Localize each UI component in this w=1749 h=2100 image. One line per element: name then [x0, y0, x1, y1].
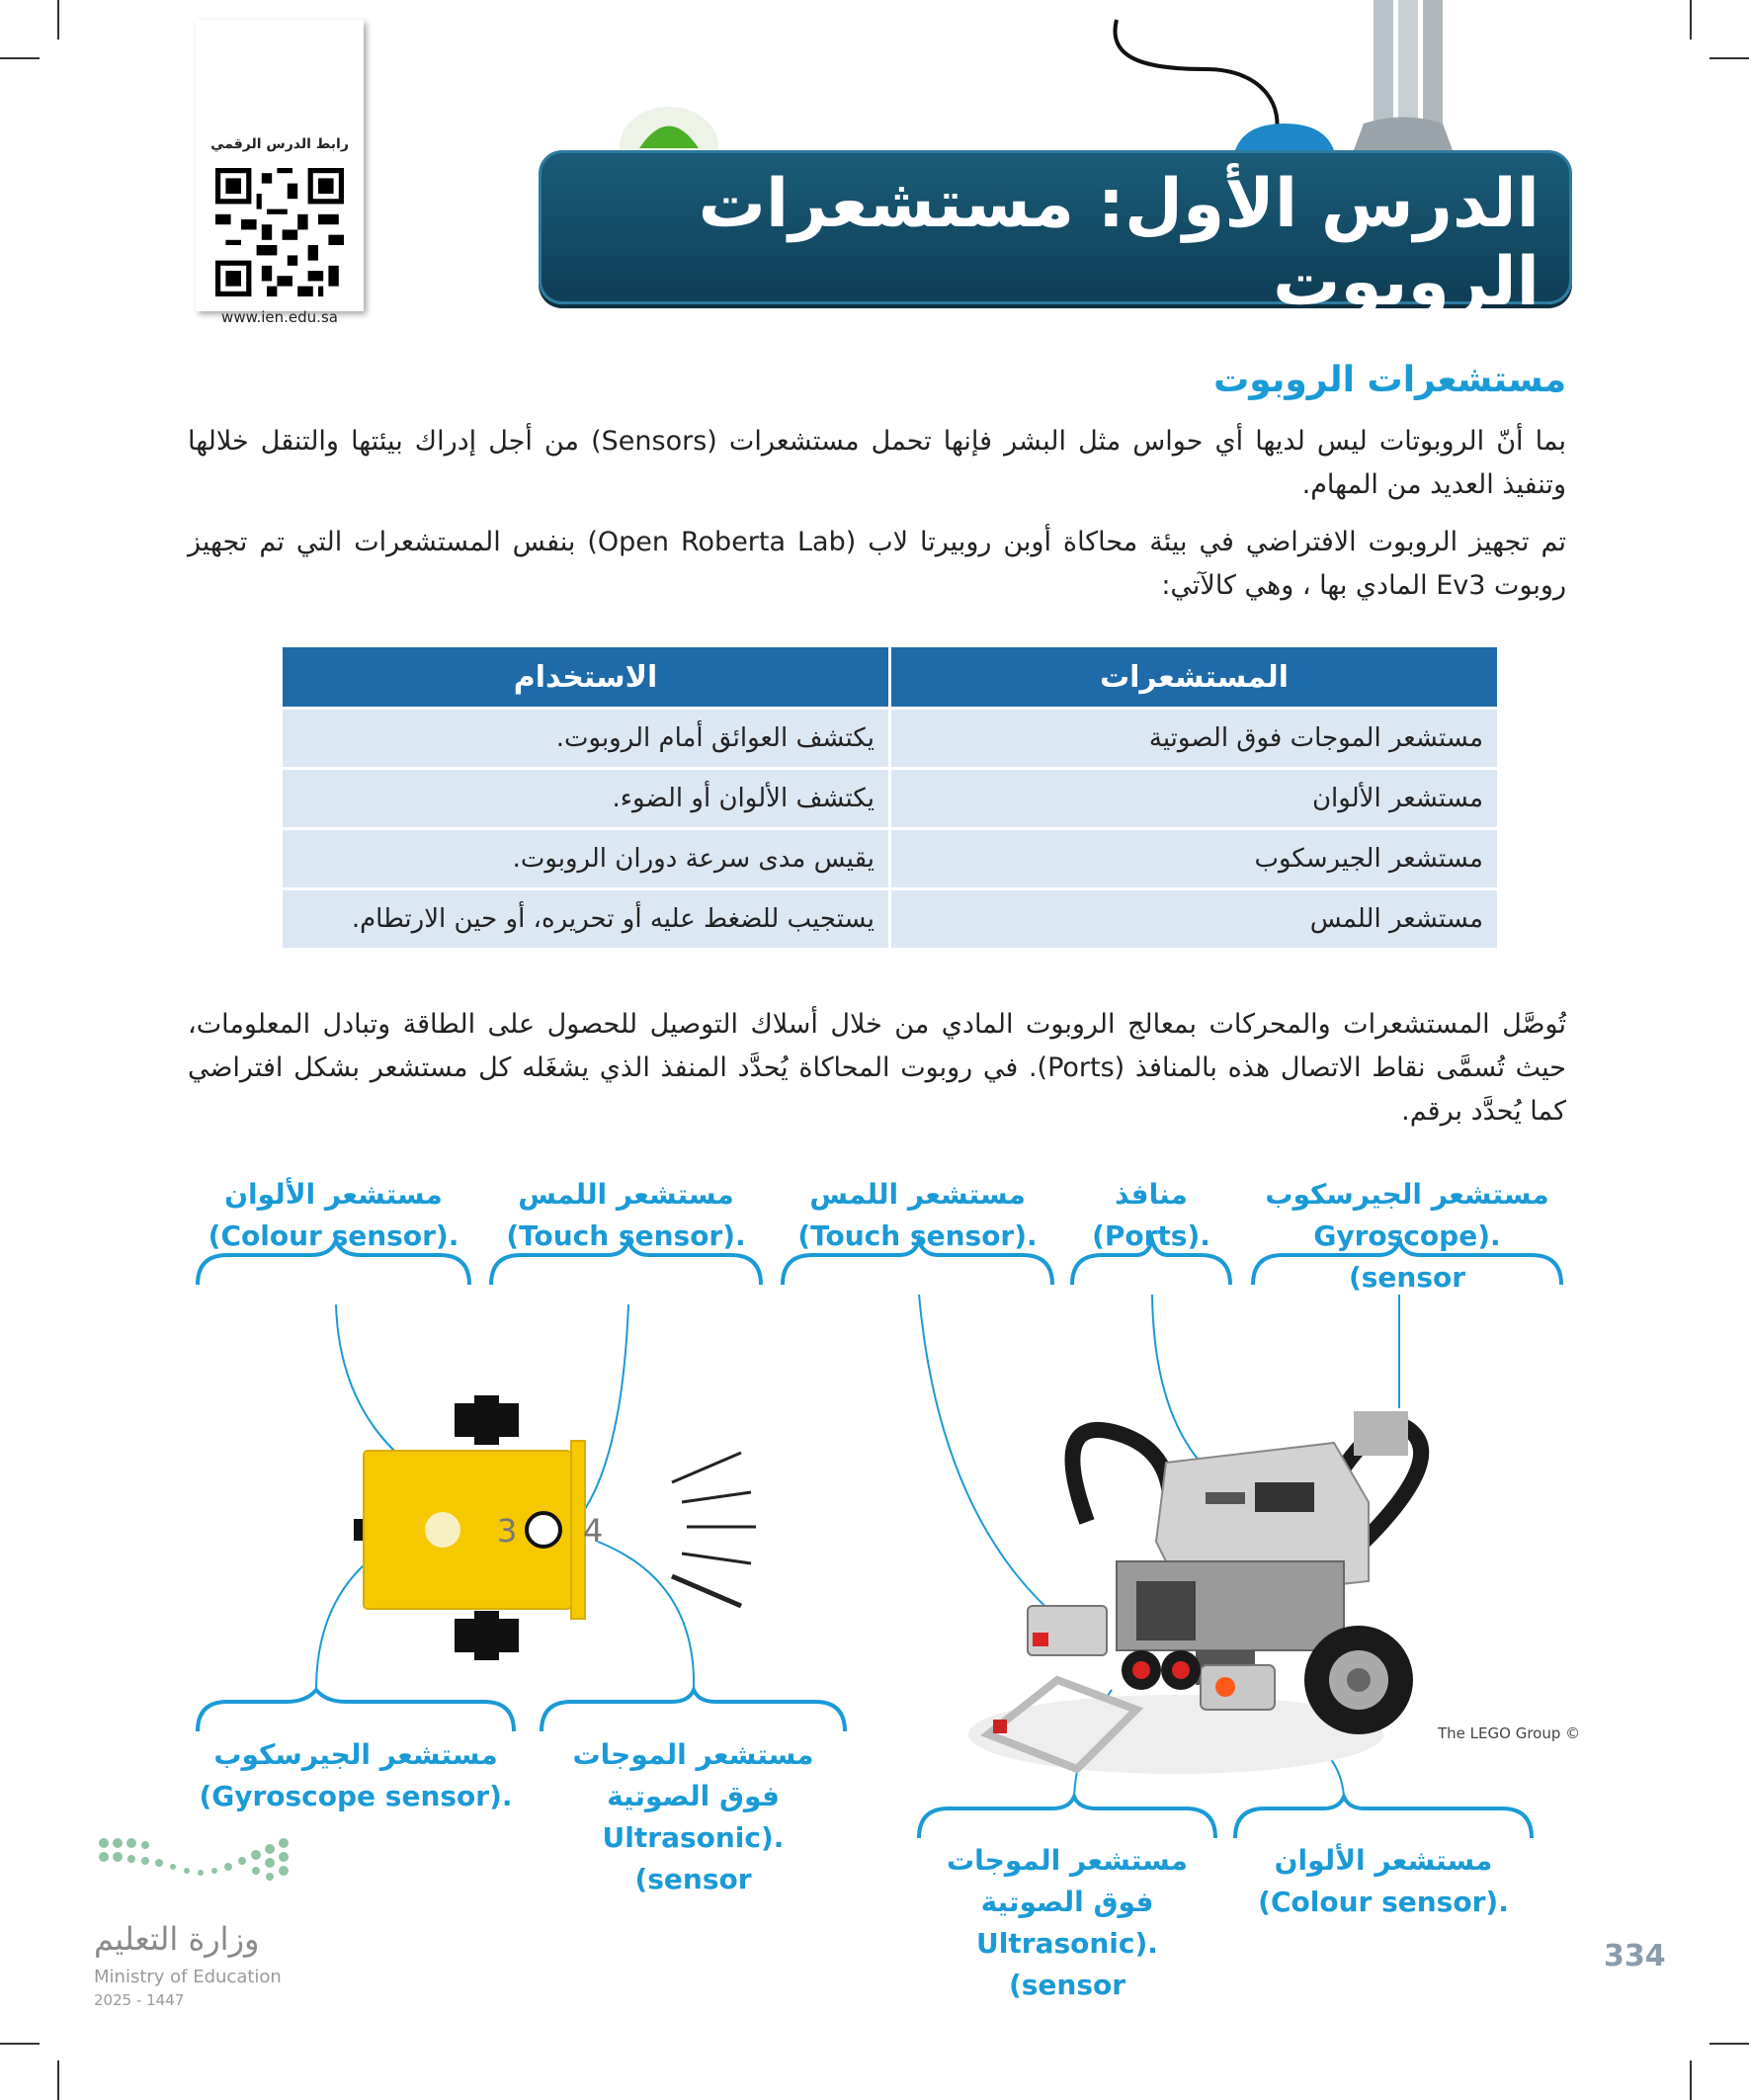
- table-row: [283, 830, 1497, 887]
- crop-mark: [1690, 2060, 1692, 2100]
- table-cell: يكتشف العوائق أمام الروبوت.: [283, 710, 888, 767]
- qr-label: رابط الدرس الرقمي: [210, 136, 349, 152]
- table-cell: مستشعر الجيرسكوب: [891, 830, 1497, 887]
- crop-mark: [0, 2043, 40, 2045]
- table-cell: مستشعر اللمس: [891, 890, 1497, 948]
- page-title: الدرس الأول: مستشعرات الروبوت: [698, 165, 1540, 321]
- qr-code-icon[interactable]: [215, 168, 344, 296]
- callout-en: .(Ports): [1092, 1219, 1210, 1252]
- section-heading: مستشعرات الروبوت: [1213, 360, 1566, 400]
- table-header-usage: الاستخدام: [283, 647, 888, 707]
- page-number: 334: [1604, 1939, 1666, 1974]
- crop-mark: [0, 57, 40, 59]
- digital-lesson-card[interactable]: [196, 20, 364, 326]
- ministry-logo-icon: [94, 1833, 301, 1912]
- paragraph-1: بما أنّ الروبوتات ليس لديها أي حواس مثل البشر فإنها تحمل مستشعرات (Sensors) من أجل إدراك بيئتها والتنقل خلالها وتنفيذ العديد من المهام.: [188, 426, 1567, 500]
- sensor-table: [280, 644, 1500, 951]
- callout-ultrasonic-sensor-real: [919, 1840, 1215, 2006]
- port-4-label: 4: [583, 1512, 604, 1550]
- ministry-name-ar: وزارة التعليم: [94, 1920, 260, 1958]
- crop-mark: [1690, 0, 1692, 40]
- callout-en: .(Touch sensor): [797, 1219, 1038, 1252]
- ministry-year: 2025 - 1447: [94, 1991, 185, 2009]
- callout-ar: مستشعر الجيرسكوب: [1265, 1178, 1549, 1211]
- lego-credit: The LEGO Group ©: [1438, 1724, 1581, 1742]
- table-cell: يكتشف الألوان أو الضوء.: [283, 770, 888, 827]
- qr-url[interactable]: www.ien.edu.sa: [221, 308, 338, 326]
- table-cell: يستجيب للضغط عليه أو تحريره، أو حين الارتطام.: [283, 890, 888, 948]
- callout-touch-sensor-sim: [491, 1174, 761, 1257]
- callout-gyroscope-sensor-bottom: [198, 1734, 514, 1817]
- table-row: [283, 770, 1497, 827]
- table-row: [283, 710, 1497, 767]
- callout-touch-sensor-real: [783, 1174, 1052, 1257]
- table-cell: يقيس مدى سرعة دوران الروبوت.: [283, 830, 888, 887]
- crop-mark: [57, 2060, 59, 2100]
- callout-ar: مستشعر الجيرسكوب: [213, 1738, 498, 1771]
- table-cell: مستشعر الموجات فوق الصوتية: [891, 710, 1497, 767]
- crop-mark: [1709, 2043, 1749, 2045]
- crop-mark: [1709, 57, 1749, 59]
- banner-decoration: [593, 0, 1482, 168]
- ministry-name-en: Ministry of Education: [94, 1967, 282, 1987]
- callout-ar: منافذ: [1115, 1178, 1188, 1211]
- callout-en: .(Ultrasonic sensor): [976, 1927, 1158, 2001]
- paragraph-2: تم تجهيز الروبوت الافتراضي في بيئة محاكاة أوبن روبيرتا لاب (Open Roberta Lab) بنفس المستشعرات التي تم تجهيز روبوت Ev3 المادي بها ، وهي كالآتي:: [188, 527, 1566, 601]
- callout-ar: مستشعر اللمس: [809, 1178, 1026, 1211]
- callout-en: .(Ultrasonic sensor): [602, 1821, 785, 1895]
- callout-colour-sensor-top: [198, 1174, 469, 1257]
- callout-ar: مستشعر الموجات: [572, 1738, 814, 1771]
- table-row: [283, 890, 1497, 948]
- callout-ar: مستشعر الألوان: [224, 1178, 443, 1211]
- callout-ar: مستشعر الموجات: [947, 1844, 1188, 1877]
- paragraph-3: تُوصَّل المستشعرات والمحركات بمعالج الروبوت المادي من خلال أسلاك التوصيل للحصول على الطاقة وتبادل المعلومات، حيث تُسمَّى نقاط الاتصال هذه بالمنافذ (Ports). في روبوت المحاكاة يُحدَّد المنفذ الذي يشغَله كل مستشعر بشكل افتراضي كما يُحدَّد برقم.: [188, 1009, 1566, 1127]
- callout-ar: مستشعر اللمس: [518, 1178, 734, 1211]
- callout-en: .(Colour sensor): [1258, 1886, 1509, 1918]
- callout-ar: فوق الصوتية: [607, 1780, 780, 1812]
- callout-en: .(Gyroscope sensor): [1313, 1219, 1501, 1294]
- callout-colour-sensor-bottom: [1235, 1840, 1532, 1923]
- callout-ar: فوق الصوتية: [980, 1886, 1154, 1918]
- callout-en: .(Colour sensor): [208, 1219, 459, 1252]
- callout-gyroscope-sensor-top: [1253, 1174, 1561, 1299]
- table-header-sensors: المستشعرات: [891, 647, 1497, 707]
- callout-ar: مستشعر الألوان: [1274, 1844, 1493, 1877]
- callout-en: .(Touch sensor): [506, 1219, 746, 1252]
- port-3-label: 3: [497, 1512, 518, 1550]
- title-banner: [539, 150, 1572, 321]
- table-cell: مستشعر الألوان: [891, 770, 1497, 827]
- callout-ultrasonic-sensor-sim: [541, 1734, 845, 1900]
- simulated-robot: [351, 1393, 761, 1670]
- callout-ports: [1072, 1174, 1230, 1257]
- ev3-robot-photo: [968, 1393, 1443, 1779]
- crop-mark: [57, 0, 59, 40]
- callout-en: .(Gyroscope sensor): [199, 1780, 513, 1812]
